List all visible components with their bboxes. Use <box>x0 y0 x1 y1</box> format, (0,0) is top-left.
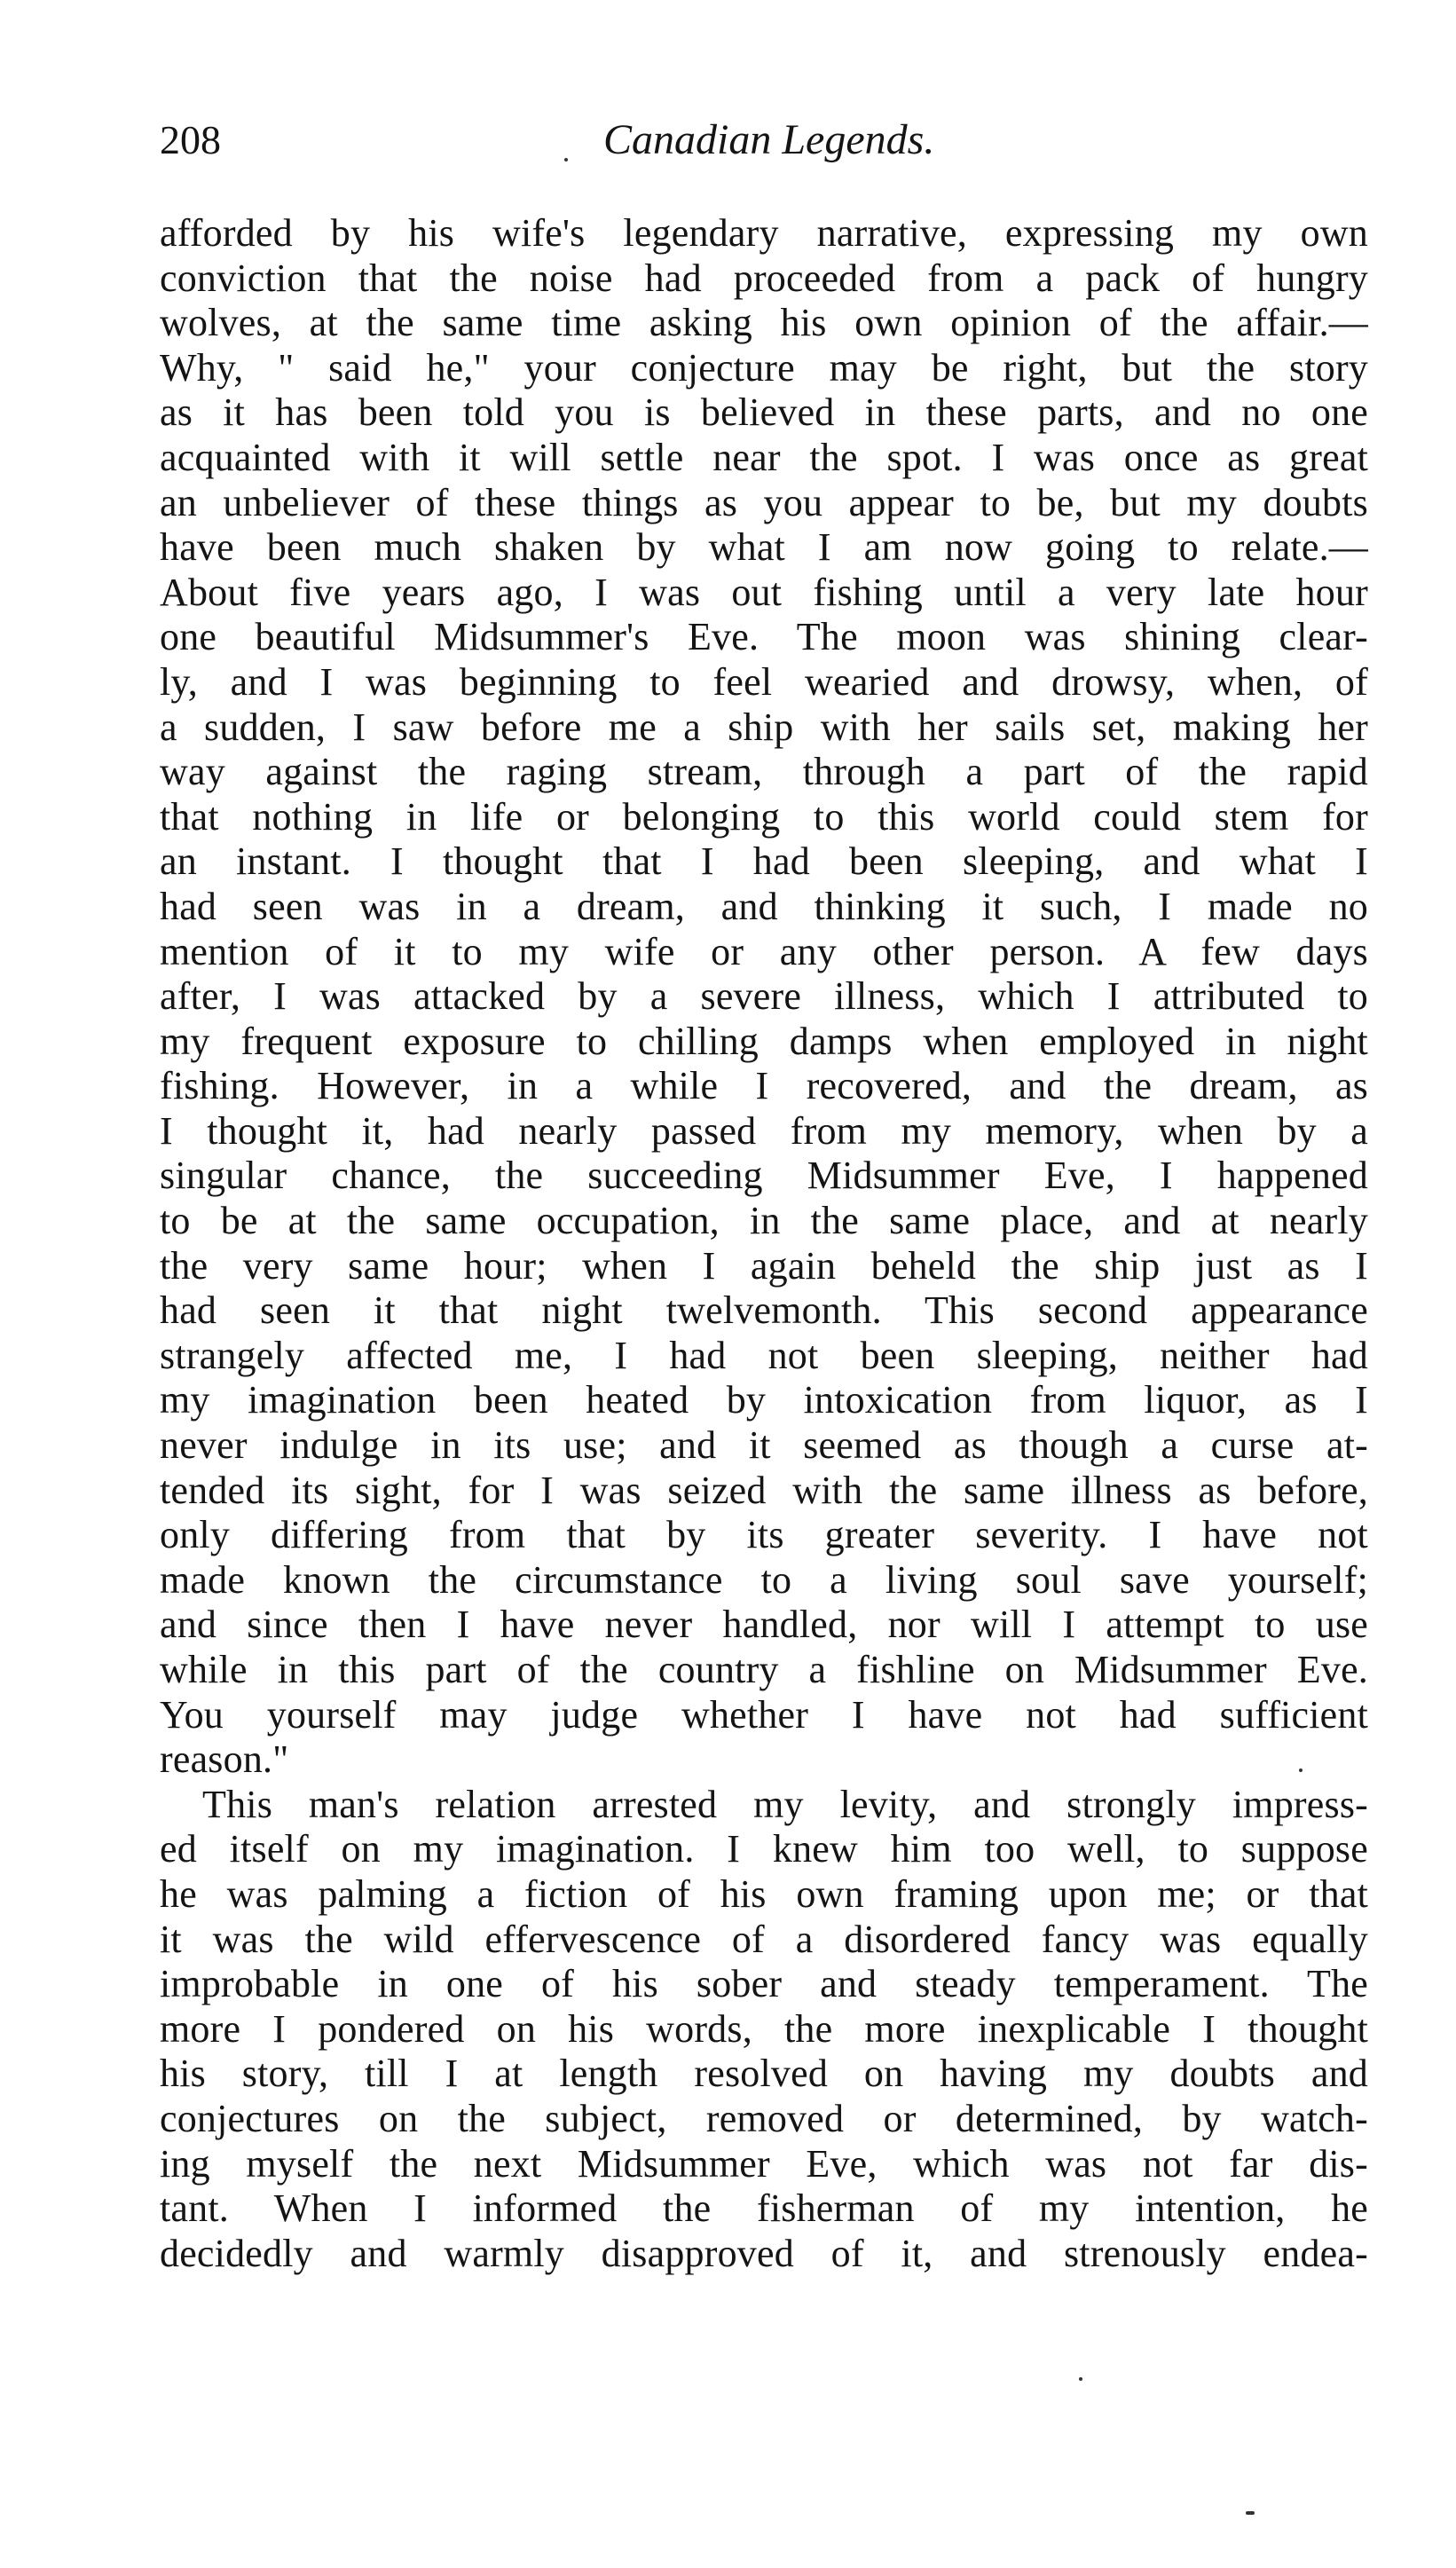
text-line: and since then I have never handled, nor will I attempt to use <box>160 1603 1368 1647</box>
text-line: have been much shaken by what I am now going to relate.— <box>160 525 1368 570</box>
page-header <box>160 114 1358 176</box>
text-line: the very same hour; when I again beheld the ship just as I <box>160 1243 1368 1288</box>
text-line: ing myself the next Midsummer Eve, which was not far dis- <box>160 2141 1368 2186</box>
text-line: fishing. However, in a while I recovered, and the dream, as <box>160 1064 1368 1108</box>
text-line: tant. When I informed the fisherman of my intention, he <box>160 2186 1368 2231</box>
text-line: while in this part of the country a fishline on Midsummer Eve. <box>160 1648 1368 1691</box>
text-line: a sudden, I saw before me a ship with her sails set, making her <box>160 705 1368 749</box>
text-line: his story, till I at length resolved on having my doubts and <box>160 2052 1368 2096</box>
text-line: conviction that the noise had proceeded from a pack of hungry <box>160 256 1368 300</box>
text-line: to be at the same occupation, in the same place, and at nearly <box>160 1199 1368 1243</box>
text-line: strangely affected me, I had not been sleeping, neither had <box>160 1333 1368 1377</box>
text-line: he was palming a fiction of his own framing upon me; or that <box>160 1871 1368 1916</box>
text-line: About five years ago, I was out fishing until a very late hour <box>160 570 1368 614</box>
text-line: an instant. I thought that I had been sleeping, and what I <box>160 839 1368 884</box>
text-line: an unbeliever of these things as you appear to be, but my doubts <box>160 480 1368 524</box>
ink-speck <box>1246 2511 1255 2515</box>
text-line: never indulge in its use; and it seemed as though a curse at- <box>160 1423 1368 1468</box>
text-line: only differing from that by its greater severity. I have not <box>160 1513 1368 1557</box>
paragraph <box>160 1783 1368 2277</box>
text-line: after, I was attacked by a severe illness, which I attributed to <box>160 974 1368 1019</box>
text-line: way against the raging stream, through a part of the rapid <box>160 750 1368 794</box>
ink-speck <box>1299 1768 1303 1772</box>
ink-speck <box>564 158 568 161</box>
text-line: afforded by his wife's legendary narrative, expressing my own <box>160 211 1368 255</box>
text-line: had seen it that night twelvemonth. This second appearance <box>160 1288 1368 1333</box>
text-line: singular chance, the succeeding Midsummer Eve, I happened <box>160 1154 1368 1198</box>
text-line: my imagination been heated by intoxication from liquor, as I <box>160 1378 1368 1422</box>
text-line: it was the wild effervescence of a disordered fancy was equally <box>160 1917 1368 1961</box>
text-line: conjectures on the subject, removed or determined, by watch- <box>160 2096 1368 2140</box>
text-line: ly, and I was beginning to feel wearied and drowsy, when, of <box>160 659 1368 704</box>
body-text <box>160 211 1368 2276</box>
text-line: This man's relation arrested my levity, and strongly impress- <box>202 1782 1368 1826</box>
text-line: mention of it to my wife or any other person. A few days <box>160 929 1368 973</box>
text-line: ed itself on my imagination. I knew him too well, to suppose <box>160 1827 1368 1871</box>
text-line: that nothing in life or belonging to this world could stem for <box>160 794 1368 839</box>
text-line: my frequent exposure to chilling damps when employed in night <box>160 1019 1368 1063</box>
text-line: tended its sight, for I was seized with the same illness as before, <box>160 1468 1368 1512</box>
text-line: more I pondered on his words, the more inexplicable I thought <box>160 2006 1368 2051</box>
running-head: Canadian Legends. <box>603 116 935 163</box>
page-number: 208 <box>160 117 221 162</box>
text-line: made known the circumstance to a living soul save yourself; <box>160 1557 1368 1602</box>
text-line: one beautiful Midsummer's Eve. The moon was shining clear- <box>160 615 1368 659</box>
text-line: improbable in one of his sober and steady temperament. The <box>160 1962 1368 2006</box>
text-line: wolves, at the same time asking his own opinion of the affair.— <box>160 301 1368 345</box>
paragraph <box>160 211 1368 1783</box>
text-line: Why, " said he," your conjecture may be right, but the story <box>160 345 1368 390</box>
text-line: decidedly and warmly disapproved of it, and strenously endea- <box>160 2231 1368 2275</box>
text-line: You yourself may judge whether I have not had sufficient <box>160 1692 1368 1737</box>
text-line: had seen was in a dream, and thinking it such, I made no <box>160 884 1368 928</box>
text-line: I thought it, had nearly passed from my memory, when by a <box>160 1108 1368 1153</box>
text-line: reason." <box>160 1737 289 1782</box>
text-line: acquainted with it will settle near the spot. I was once as great <box>160 435 1368 479</box>
ink-speck <box>1079 2377 1082 2381</box>
text-line: as it has been told you is believed in these parts, and no one <box>160 390 1368 435</box>
